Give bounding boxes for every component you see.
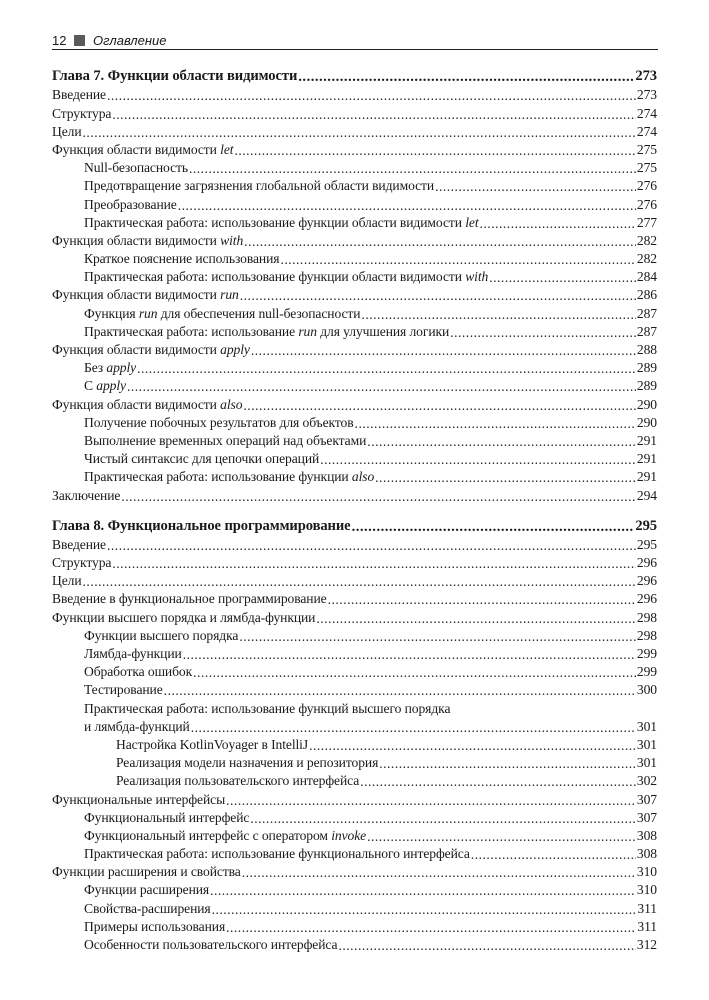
- toc-entry-title: [52, 286, 239, 303]
- toc-entry-text: Цели: [52, 123, 82, 139]
- dot-leader: [107, 88, 636, 103]
- dot-leader: [107, 538, 636, 553]
- dot-leader: [242, 865, 636, 880]
- toc-entry-title: [84, 377, 126, 394]
- toc-entry-title: [52, 572, 82, 589]
- toc-entry-text: Чистый синтаксис для цепочки операций: [84, 451, 320, 467]
- toc-entry-title: [84, 159, 188, 176]
- dot-leader: [251, 343, 636, 358]
- toc-page-number: 282: [636, 232, 657, 248]
- toc-entry-title: [52, 518, 351, 535]
- toc-entry-text: Практическая работа: использование функции области видимости: [84, 214, 466, 230]
- toc-page-number: 291: [636, 451, 657, 467]
- toc-entry-text: Функции высшего порядка и лямбда-функции: [52, 609, 316, 625]
- toc-entry-text: Функции расширения: [84, 882, 210, 898]
- toc-entry[interactable]: [52, 808, 657, 826]
- toc-entry[interactable]: [52, 789, 657, 807]
- toc-entry-text: Функциональный интерфейс с оператором: [84, 827, 332, 843]
- toc-page-number: 291: [636, 432, 657, 448]
- dot-leader: [112, 107, 636, 122]
- toc-entry-title: [52, 341, 250, 358]
- dot-leader: [250, 811, 636, 826]
- toc-entry-text: Выполнение временных операций над объектами: [84, 432, 367, 448]
- toc-page-number: 276: [636, 196, 657, 212]
- dot-leader: [191, 720, 636, 735]
- toc-entry-text: С: [84, 378, 97, 394]
- toc-entry-text: Практическая работа: использование функционального интерфейса: [84, 846, 470, 862]
- toc-entry-text: Настройка KotlinVoyager в IntelliJ: [116, 736, 309, 752]
- toc-entry-title: [116, 754, 378, 771]
- toc-entry-text: Структура: [52, 555, 112, 571]
- toc-entry-text: Функциональные интерфейсы: [52, 791, 226, 807]
- header-rule: [52, 49, 658, 50]
- toc-page-number: 299: [636, 664, 657, 680]
- dot-leader: [239, 629, 636, 644]
- dot-leader: [243, 398, 636, 413]
- toc-entry-title: [52, 536, 106, 553]
- toc-entry-code-term: let: [465, 214, 479, 230]
- toc-entry-title: [84, 918, 225, 935]
- dot-leader: [244, 234, 636, 249]
- toc-entry[interactable]: [52, 249, 657, 267]
- toc-page-number: 275: [636, 141, 657, 157]
- toc-page-number: 295: [635, 517, 657, 534]
- toc-entry-code-term: also: [351, 469, 375, 485]
- toc-chapter-entry[interactable]: [52, 517, 657, 535]
- toc-entry-title: [52, 863, 241, 880]
- toc-chapter-entry[interactable]: [52, 67, 657, 85]
- dot-leader: [352, 520, 635, 535]
- toc-entry-title: [84, 681, 163, 698]
- toc-entry[interactable]: [52, 935, 657, 953]
- toc-entry-code-term: also: [220, 396, 243, 412]
- running-title: Оглавление: [93, 32, 167, 48]
- toc-entry-title: [84, 900, 211, 917]
- toc-entry[interactable]: [52, 340, 657, 358]
- toc-entry-text: и лямбда-функций: [84, 718, 190, 734]
- toc-entry-title: [116, 736, 308, 753]
- toc-entry[interactable]: [52, 103, 657, 121]
- toc-entry-text: Функции расширения и свойства: [52, 864, 241, 880]
- toc-page-number: 295: [636, 536, 657, 552]
- toc-entry-title: [52, 105, 111, 122]
- toc-page-number: 288: [636, 342, 657, 357]
- toc-entry[interactable]: [52, 158, 657, 176]
- dot-leader: [298, 70, 634, 85]
- toc-page-number: 296: [636, 573, 657, 589]
- running-header: [52, 30, 657, 50]
- dot-leader: [480, 216, 636, 231]
- toc-entry-text: Введение в функциональное программирование: [52, 591, 327, 607]
- dot-leader: [83, 125, 636, 140]
- toc-entry[interactable]: [52, 571, 657, 589]
- toc-page-number: 287: [636, 305, 657, 321]
- toc-entry-code-term: run: [298, 323, 317, 339]
- dot-leader: [226, 920, 636, 935]
- toc-entry[interactable]: [52, 267, 657, 285]
- toc-entry-title: [84, 468, 374, 485]
- toc-page-number: 290: [636, 396, 657, 412]
- dot-leader: [338, 938, 635, 953]
- toc-entry-title: [84, 700, 450, 717]
- dot-leader: [212, 902, 637, 917]
- toc-page-number: 276: [636, 178, 657, 194]
- toc-entry-title: [84, 323, 449, 340]
- toc-entry-code-term: apply: [96, 378, 126, 394]
- toc-entry-title: [84, 177, 434, 194]
- dot-leader: [450, 325, 636, 340]
- toc-page-number: 290: [636, 414, 657, 430]
- toc-entry-code-term: apply: [106, 360, 137, 376]
- dot-leader: [361, 307, 635, 322]
- dot-leader: [355, 416, 636, 431]
- toc-entry-title: [84, 827, 366, 844]
- dot-leader: [328, 592, 636, 607]
- dot-leader: [360, 774, 636, 789]
- dot-leader: [112, 556, 636, 571]
- toc-entry-text: Функции высшего порядка: [84, 627, 239, 643]
- toc-page-number: 275: [636, 160, 657, 176]
- toc-page-number: 308: [636, 827, 657, 843]
- dot-leader: [234, 143, 635, 158]
- toc-entry[interactable]: [52, 535, 657, 553]
- toc-entry-title: [52, 609, 315, 626]
- toc-entry-title: [84, 196, 177, 213]
- toc-page-number: 311: [637, 900, 657, 916]
- toc-entry-code-term: with: [220, 232, 244, 248]
- toc-page-number: 291: [636, 469, 657, 485]
- toc-entry[interactable]: [52, 376, 657, 394]
- toc-entry[interactable]: [52, 213, 657, 231]
- toc-page-number: 312: [636, 937, 657, 952]
- toc-page-number: 308: [636, 846, 657, 862]
- toc-entry-text: Функция области видимости: [52, 141, 221, 157]
- toc-entry[interactable]: [52, 140, 657, 158]
- page-number: 12: [52, 32, 67, 48]
- toc-entry[interactable]: [52, 449, 657, 467]
- dot-leader: [127, 379, 636, 394]
- dot-leader: [193, 665, 636, 680]
- dot-leader: [83, 574, 636, 589]
- dot-leader: [240, 288, 636, 303]
- toc-entry[interactable]: [52, 662, 657, 680]
- toc-page-number: 301: [636, 718, 657, 734]
- toc-entry[interactable]: [52, 589, 657, 607]
- toc-entry-code-term: apply: [220, 342, 250, 357]
- toc-entry[interactable]: [52, 231, 657, 249]
- toc-entry-text: Обработка ошибок: [84, 664, 193, 680]
- toc-entry-text: Практическая работа: использование: [84, 323, 299, 339]
- toc-page-number: 289: [636, 378, 657, 394]
- toc-entry[interactable]: [52, 467, 657, 485]
- toc-entry-text: Функциональный интерфейс: [84, 809, 250, 825]
- toc-page-number: 286: [636, 287, 657, 303]
- toc-page-number: 311: [637, 918, 657, 934]
- toc-page-number: 310: [636, 864, 657, 880]
- toc-entry-title: [84, 305, 360, 322]
- toc-page-number: 310: [636, 882, 657, 898]
- toc-entry-title: [84, 414, 354, 431]
- dot-leader: [280, 252, 635, 267]
- toc-entry-text: Введение: [52, 87, 106, 103]
- dot-leader: [210, 883, 636, 898]
- toc-page-number: 307: [636, 791, 657, 807]
- toc-entry-title: [116, 772, 359, 789]
- dot-leader: [309, 738, 636, 753]
- toc-entry-text: Глава 7. Функции области видимости: [52, 68, 298, 85]
- toc-entry-title: [84, 450, 319, 467]
- dot-leader: [183, 647, 636, 662]
- toc-entry-text: Практическая работа: использование функции области видимости: [84, 269, 466, 285]
- toc-entry-title: [84, 645, 182, 662]
- toc-entry-title: [84, 845, 470, 862]
- toc-entry[interactable]: [52, 194, 657, 212]
- toc-entry[interactable]: [52, 607, 657, 625]
- dot-leader: [489, 270, 636, 285]
- toc-entry-text: Лямбда-функции: [84, 646, 182, 661]
- toc-entry-text: Примеры использования: [84, 918, 226, 934]
- toc-page-number: 273: [636, 87, 657, 103]
- toc-entry[interactable]: [52, 176, 657, 194]
- toc-page-number: 274: [636, 105, 657, 121]
- toc-entry-title: [52, 141, 233, 158]
- toc-entry-text: для улучшения логики: [316, 323, 450, 339]
- toc-page-number: 296: [636, 591, 657, 607]
- toc-entry-code-term: run: [220, 287, 239, 303]
- toc-entry[interactable]: [52, 753, 657, 771]
- toc-entry[interactable]: [52, 122, 657, 140]
- toc-page-number: 282: [636, 251, 657, 267]
- toc-page-number: 301: [636, 755, 657, 771]
- toc-entry-title: [84, 809, 249, 826]
- toc-entry-title: [84, 214, 479, 231]
- toc-page-number: 284: [636, 269, 657, 285]
- toc-entry-title: [84, 432, 366, 449]
- toc-entry-text: Функция области видимости: [52, 342, 221, 357]
- toc-entry[interactable]: [52, 394, 657, 412]
- toc-entry[interactable]: [52, 285, 657, 303]
- toc-page-number: 277: [636, 214, 657, 230]
- toc-entry-title: [52, 68, 297, 85]
- toc-entry[interactable]: [52, 485, 657, 503]
- toc-page-number: 287: [636, 323, 657, 339]
- toc-page-number: 294: [636, 487, 657, 503]
- toc-entry-text: Функция области видимости: [52, 396, 221, 412]
- toc-page-number: 273: [635, 68, 657, 85]
- toc-entry-text: Глава 8. Функциональное программирование: [52, 517, 351, 534]
- toc-entry[interactable]: [52, 898, 657, 916]
- dot-leader: [375, 470, 636, 485]
- toc-entry-text: Null-безопасность: [84, 160, 188, 176]
- toc-entry-code-term: with: [465, 269, 489, 285]
- toc-entry-title: [84, 268, 488, 285]
- toc-entry[interactable]: [52, 85, 657, 103]
- toc-entry-title: [84, 718, 190, 735]
- toc-entry-text: Цели: [52, 573, 82, 589]
- toc-entry[interactable]: [52, 322, 657, 340]
- toc-entry[interactable]: [52, 553, 657, 571]
- toc-entry[interactable]: [52, 698, 657, 716]
- toc-entry[interactable]: [52, 735, 657, 753]
- toc-entry-text: Реализация модели назначения и репозитория: [116, 755, 379, 771]
- toc-entry-text: Особенности пользовательского интерфейса: [84, 937, 338, 952]
- toc-page-number: 298: [636, 609, 657, 625]
- toc-entry-title: [84, 881, 209, 898]
- toc-entry-text: Структура: [52, 105, 112, 121]
- toc-page-number: 301: [636, 736, 657, 752]
- toc-entry-code-term: invoke: [331, 827, 367, 843]
- toc-entry[interactable]: [52, 844, 657, 862]
- toc-entry[interactable]: [52, 717, 657, 735]
- toc-entry-text: Предотвращение загрязнения глобальной области видимости: [84, 178, 435, 194]
- dot-leader: [320, 452, 636, 467]
- toc-entry-title: [52, 791, 225, 808]
- toc-entry[interactable]: [52, 771, 657, 789]
- toc-entry-title: [52, 232, 243, 249]
- dot-leader: [226, 793, 636, 808]
- toc-entry-title: [52, 554, 111, 571]
- dot-leader: [178, 198, 636, 213]
- toc-entry-title: [84, 663, 192, 680]
- dot-leader: [367, 829, 636, 844]
- toc-entry[interactable]: [52, 431, 657, 449]
- dot-leader: [379, 756, 636, 771]
- dot-leader: [164, 683, 636, 698]
- toc-page-number: 296: [636, 555, 657, 571]
- toc-entry-text: для обеспечения null-безопасности: [157, 305, 361, 321]
- toc-entry-text: Функция области видимости: [52, 232, 221, 248]
- toc-entry[interactable]: [52, 626, 657, 644]
- toc-page-number: 307: [636, 809, 657, 825]
- toc-entry-title: [84, 936, 337, 953]
- toc-entry-text: Введение: [52, 536, 106, 552]
- toc-entry[interactable]: [52, 826, 657, 844]
- toc-entry-title: [52, 123, 82, 140]
- toc-entry-title: [52, 590, 327, 607]
- toc-entry[interactable]: [52, 303, 657, 321]
- toc-entry[interactable]: [52, 413, 657, 431]
- toc-entry[interactable]: [52, 680, 657, 698]
- toc-page-number: 300: [636, 682, 657, 698]
- dot-leader: [189, 161, 636, 176]
- toc-entry-text: Функция области видимости: [52, 287, 221, 303]
- toc-page-number: 298: [636, 627, 657, 643]
- toc-entry-text: Практическая работа: использование функции: [84, 469, 352, 485]
- toc-entry-code-term: let: [220, 141, 234, 157]
- toc-entry[interactable]: [52, 880, 657, 898]
- toc-entry-text: Получение побочных результатов для объектов: [84, 414, 354, 430]
- toc-entry-title: [84, 359, 136, 376]
- square-marker-icon: [74, 35, 85, 46]
- dot-leader: [137, 361, 636, 376]
- toc-entry[interactable]: [52, 644, 657, 662]
- toc-entry-title: [52, 396, 242, 413]
- toc-entry-text: Тестирование: [84, 682, 163, 698]
- toc-entry-text: Свойства-расширения: [84, 900, 211, 916]
- dot-leader: [435, 179, 636, 194]
- dot-leader: [121, 489, 636, 504]
- toc-entry-code-term: run: [138, 305, 158, 321]
- chapter-gap: [52, 504, 657, 517]
- toc-page-number: 289: [636, 360, 657, 376]
- toc-entry-text: Реализация пользовательского интерфейса: [116, 773, 360, 789]
- toc-entry-title: [84, 250, 279, 267]
- toc-entry-title: [52, 487, 120, 504]
- toc-entry[interactable]: [52, 358, 657, 376]
- toc-entry-title: [52, 86, 106, 103]
- toc-entry-text: Без: [84, 360, 107, 376]
- toc-entry[interactable]: [52, 862, 657, 880]
- toc-page-number: 274: [636, 123, 657, 139]
- dot-leader: [316, 611, 636, 626]
- toc-entry-text: Функция: [84, 305, 139, 321]
- toc-page-number: 299: [636, 646, 657, 661]
- toc-entry-text: Краткое пояснение использования: [84, 251, 280, 267]
- toc-page-number: 302: [636, 773, 657, 789]
- toc-entry-title: [84, 627, 238, 644]
- toc-entry-text: Заключение: [52, 487, 121, 503]
- toc-entry[interactable]: [52, 917, 657, 935]
- dot-leader: [471, 847, 636, 862]
- toc-entry-text: Практическая работа: использование функций высшего порядка: [84, 700, 451, 716]
- dot-leader: [367, 434, 636, 449]
- table-of-contents: [52, 67, 657, 953]
- toc-entry-text: Преобразование: [84, 196, 177, 212]
